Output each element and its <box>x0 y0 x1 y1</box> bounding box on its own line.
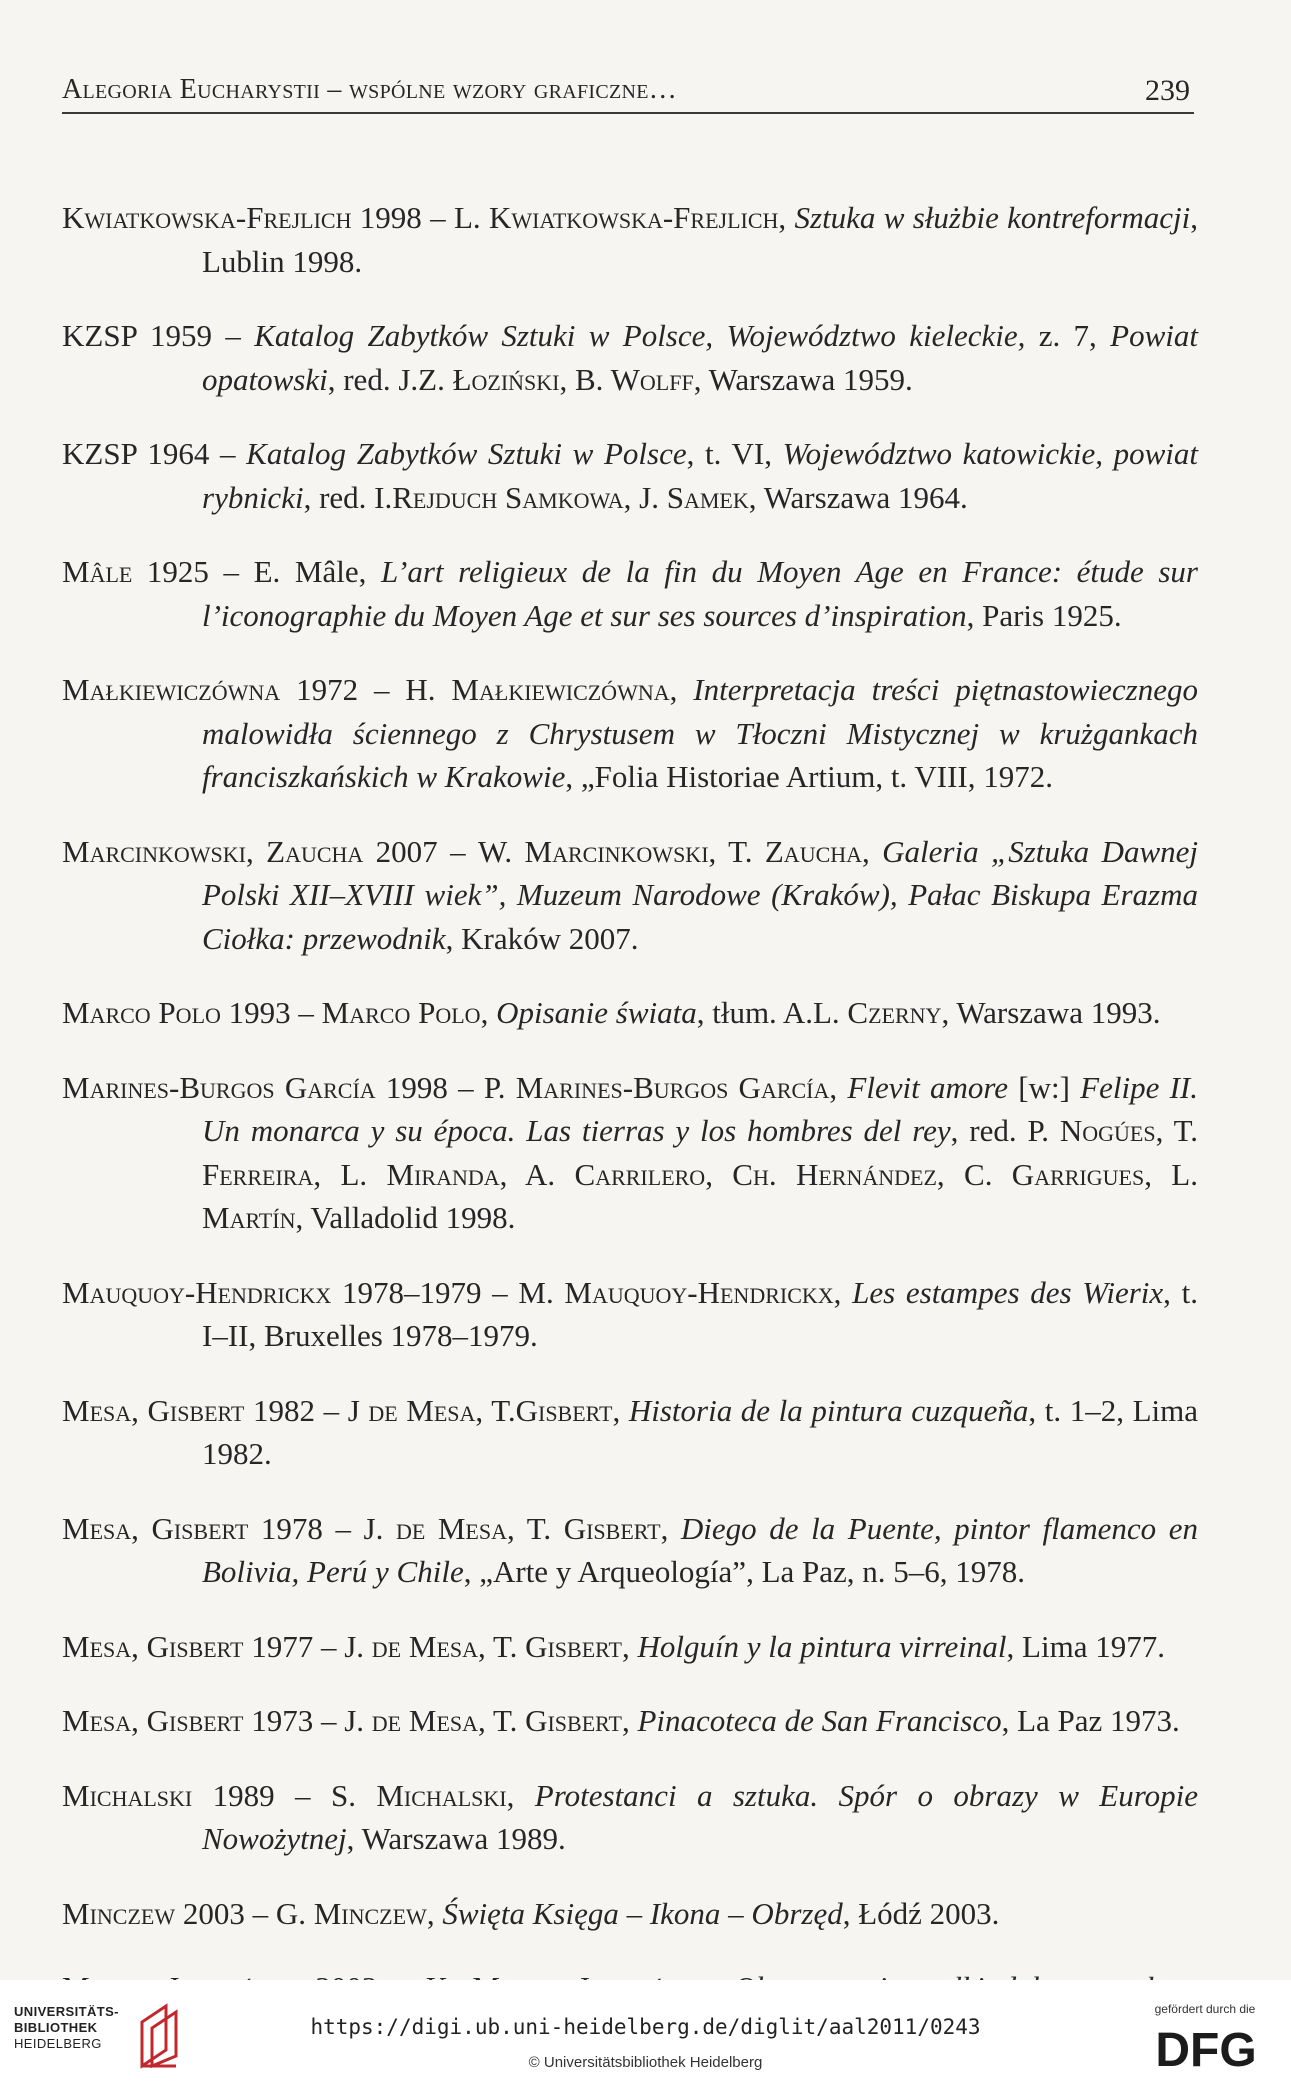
bibliography-entry: Mâle 1925 – E. Mâle, L’art religieux de la fin du Moyen Age en France: étude sur l’iconographie du Moyen Age et sur ses sources d’inspiration, Paris 1925. <box>62 554 1198 633</box>
entry-title: Protestanci a sztuka. Spór o obrazy w Europie Nowożytnej <box>202 1777 1199 1856</box>
library-name-line: HEIDELBERG <box>14 2036 102 2051</box>
entry-title: Les estampes des Wierix <box>852 1274 1164 1310</box>
entry-authors: H. Małkiewiczówna <box>405 672 670 707</box>
entry-title: Sztuka w służbie kontreformacji <box>794 200 1191 235</box>
entry-editors: Rejduch Samkowa, J. Samek <box>392 479 749 515</box>
entry-title: Diego de la Puente, pintor flamenco en Bolivia, Perú y Chile <box>202 1510 1198 1589</box>
dfg-caption: gefördert durch die <box>1154 2002 1256 2016</box>
bibliography-entry: Mauquoy-Hendrickx 1978–1979 – M. Mauquoy-Hendrickx, Les estampes des Wierix, t. I–II, Bruxelles 1978–1979. <box>62 1274 1198 1353</box>
entry-editors: Łoziński, B. Wolff <box>452 361 694 397</box>
entry-details: , t. I–II, Bruxelles 1978–1979. <box>202 1274 1198 1353</box>
entry-details: , Lublin 1998. <box>202 200 1199 279</box>
entry-subtitle: Powiat opatowski <box>202 318 1198 397</box>
entry-subtitle: Województwo katowickie, powiat rybnicki <box>202 436 1199 515</box>
entry-key: Mesa, Gisbert 1977 <box>62 1628 314 1664</box>
entry-key: Małkiewiczówna 1972 <box>62 672 359 707</box>
entry-authors: J. de Mesa, T. Gisbert <box>344 1703 622 1738</box>
source-url-link[interactable]: https://digi.ub.uni-heidelberg.de/diglit/aal2011/0243 <box>310 2015 981 2039</box>
dfg-logo[interactable] <box>1140 2002 1280 2082</box>
entry-details: , Valladolid 1998. <box>295 1200 516 1235</box>
bibliography-entry: Małkiewiczówna 1972 – H. Małkiewiczówna, Interpretacja treści piętnastowiecznego malowidła ściennego z Chrystusem w Tłoczni Mistycznej w krużgankach franciszkańskich w Krakowie, „Folia Historiae Artium, t. VIII, 1972. <box>62 672 1199 794</box>
entry-key: Minczew 2003 <box>62 1895 245 1931</box>
bibliography-entry: Mesa, Gisbert 1973 – J. de Mesa, T. Gisbert, Pinacoteca de San Francisco, La Paz 1973. <box>62 1703 1180 1738</box>
entry-details: , t. VI, <box>686 436 783 471</box>
entry-title: Interpretacja treści piętnastowiecznego malowidła ściennego z Chrystusem w Tłoczni Mistycznej w krużgankach franciszkańskich w Krakowie <box>202 672 1199 794</box>
entry-title: Historia de la pintura cuzqueña <box>628 1392 1029 1428</box>
entry-authors: W. Marcinkowski, T. Zaucha <box>477 833 863 869</box>
entry-editors: Czerny <box>847 995 942 1030</box>
entry-authors: P. Marines-Burgos García <box>483 1069 830 1105</box>
entry-key: Mesa, Gisbert 1978 <box>62 1510 323 1546</box>
bibliography-entry: Marines-Burgos García 1998 – P. Marines-Burgos García, Flevit amore [w:] Felipe II. Un monarca y su época. Las tierras y los hombres del rey, red. P. Nogúes, T. Ferreira, L. Miranda, A. Carrilero, Ch. Hernández, C. Garrigues, L. Martín, Valladolid 1998. <box>62 1069 1198 1235</box>
entry-authors: J. de Mesa, T. Gisbert <box>363 1510 661 1546</box>
entry-details: [w:] <box>1008 1069 1081 1105</box>
running-head <box>62 72 1194 114</box>
entry-details: , Kraków 2007. <box>445 920 639 956</box>
entry-key: Mesa, Gisbert 1973 <box>62 1703 314 1738</box>
entry-details: , Warszawa 1989. <box>346 1821 566 1856</box>
entry-details: , tłum. A.L. <box>696 995 848 1030</box>
entry-key: Mauquoy-Hendrickx 1978–1979 <box>62 1274 482 1310</box>
entry-title: Pinacoteca de San Francisco <box>637 1703 1002 1738</box>
entry-details: , red. I. <box>303 479 393 515</box>
entry-title: Katalog Zabytków Sztuki w Polsce <box>246 436 687 471</box>
entry-key: Marcinkowski, Zaucha 2007 <box>62 833 438 869</box>
entry-key: Marines-Burgos García 1998 <box>62 1069 448 1105</box>
dfg-logo-text: DFG <box>1155 2024 1257 2074</box>
bibliography-entry: Mesa, Gisbert 1978 – J. de Mesa, T. Gisbert, Diego de la Puente, pintor flamenco en Bolivia, Perú y Chile, „Arte y Arqueología”, La Paz, n. 5–6, 1978. <box>62 1510 1198 1589</box>
bibliography-list <box>62 165 1198 2053</box>
entry-authors: J. de Mesa, T. Gisbert <box>344 1628 622 1664</box>
entry-subtitle: Felipe II. Un monarca y su época. Las tierras y los hombres del rey <box>202 1069 1198 1148</box>
entry-authors: Marco Polo <box>321 995 481 1030</box>
dfg-logo-icon <box>1146 2022 1266 2074</box>
entry-title: Katalog Zabytków Sztuki w Polsce, Województwo kieleckie, <box>254 318 1026 353</box>
entry-title: L’art religieux de la fin du Moyen Age en France: étude sur l’iconographie du Moyen Age et sur ses sources d’inspiration <box>202 554 1198 633</box>
entry-details: , „Folia Historiae Artium, t. VIII, 1972. <box>565 759 1053 794</box>
entry-key: Marco Polo 1993 <box>62 995 291 1030</box>
entry-key: Mâle 1925 <box>62 554 209 589</box>
entry-details: , La Paz 1973. <box>1001 1703 1180 1738</box>
entry-details: , Lima 1977. <box>1006 1628 1165 1664</box>
entry-authors: S. Michalski <box>330 1777 507 1813</box>
bibliography-entry: Michalski 1989 – S. Michalski, Protestanci a sztuka. Spór o obrazy w Europie Nowożytnej, Warszawa 1989. <box>62 1777 1199 1856</box>
entry-details: , t. 1–2, Lima 1982. <box>202 1392 1199 1471</box>
entry-title: Flevit amore <box>847 1069 1009 1105</box>
entry-details: , red. J.Z. <box>327 361 453 397</box>
entry-key: Mesa, Gisbert 1982 <box>62 1392 315 1428</box>
entry-details: , „Arte y Arqueología”, La Paz, n. 5–6, 1978. <box>463 1554 1026 1589</box>
entry-key: Michalski 1989 <box>62 1777 275 1813</box>
entry-authors: J de Mesa, T.Gisbert <box>347 1392 613 1428</box>
bibliography-entry: Marcinkowski, Zaucha 2007 – W. Marcinkowski, T. Zaucha, Galeria „Sztuka Dawnej Polski XII–XVIII wiek”, Muzeum Narodowe (Kraków), Pałac Biskupa Erazma Ciołka: przewodnik, Kraków 2007. <box>62 833 1198 956</box>
library-name-line: BIBLIOTHEK <box>14 2020 98 2035</box>
entry-editors: Nogúes, T. Ferreira, L. Miranda, A. Carrilero, Ch. Hernández, C. Garrigues, L. Martín <box>202 1113 1198 1235</box>
bibliography-entry: KZSP 1959 – Katalog Zabytków Sztuki w Polsce, Województwo kieleckie, z. 7, Powiat opatowski, red. J.Z. Łoziński, B. Wolff, Warszawa 1959. <box>62 318 1198 397</box>
entry-details: , Łódź 2003. <box>842 1895 1000 1931</box>
entry-key: Kwiatkowska-Frejlich 1998 <box>62 200 422 235</box>
entry-title: Galeria „Sztuka Dawnej Polski XII–XVIII wiek”, Muzeum Narodowe (Kraków), Pałac Biskupa Erazma Ciołka: przewodnik <box>202 833 1198 956</box>
entry-title: Święta Księga – Ikona – Obrzęd <box>442 1895 843 1931</box>
entry-authors: G. Minczew <box>275 1895 427 1931</box>
entry-title: Holguín y la pintura virreinal <box>637 1628 1007 1664</box>
entry-authors: L. Kwiatkowska-Frejlich <box>453 200 779 235</box>
entry-authors: E. Mâle <box>253 554 359 589</box>
bibliography-entry: Minczew 2003 – G. Minczew, Święta Księga – Ikona – Obrzęd, Łódź 2003. <box>62 1895 1000 1931</box>
entry-details: , Warszawa 1964. <box>748 479 968 515</box>
page-number: 239 <box>1145 74 1190 107</box>
entry-details: , Warszawa 1959. <box>693 361 913 397</box>
bibliography-entry: Marco Polo 1993 – Marco Polo, Opisanie świata, tłum. A.L. Czerny, Warszawa 1993. <box>62 995 1161 1030</box>
bibliography-entry: Kwiatkowska-Frejlich 1998 – L. Kwiatkowska-Frejlich, Sztuka w służbie kontreformacji, Lublin 1998. <box>62 200 1199 279</box>
entry-title: Opisanie świata <box>496 995 697 1030</box>
footer-bar <box>0 1980 1291 2089</box>
bibliography-entry: KZSP 1964 – Katalog Zabytków Sztuki w Polsce, t. VI, Województwo katowickie, powiat rybnicki, red. I.Rejduch Samkowa, J. Samek, Warszawa 1964. <box>62 436 1199 515</box>
entry-key: KZSP 1964 <box>62 436 210 471</box>
entry-authors: M. Mauquoy-Hendrickx <box>518 1274 834 1310</box>
running-title: Alegoria Eucharystii – wspólne wzory graficzne… <box>62 74 678 105</box>
entry-details: z. 7, <box>1025 318 1111 353</box>
entry-key: KZSP 1959 <box>62 318 212 353</box>
entry-details: , Warszawa 1993. <box>941 995 1161 1030</box>
entry-details: , Paris 1925. <box>966 597 1122 633</box>
library-name-line: UNIVERSITÄTS- <box>14 2004 119 2019</box>
bibliography-entry: Mesa, Gisbert 1982 – J de Mesa, T.Gisbert, Historia de la pintura cuzqueña, t. 1–2, Lima 1982. <box>62 1392 1199 1471</box>
copyright-notice: © Universitätsbibliothek Heidelberg <box>528 2054 763 2071</box>
bibliography-entry: Mesa, Gisbert 1977 – J. de Mesa, T. Gisbert, Holguín y la pintura virreinal, Lima 1977. <box>62 1628 1165 1664</box>
entry-details: , red. P. <box>950 1113 1060 1148</box>
